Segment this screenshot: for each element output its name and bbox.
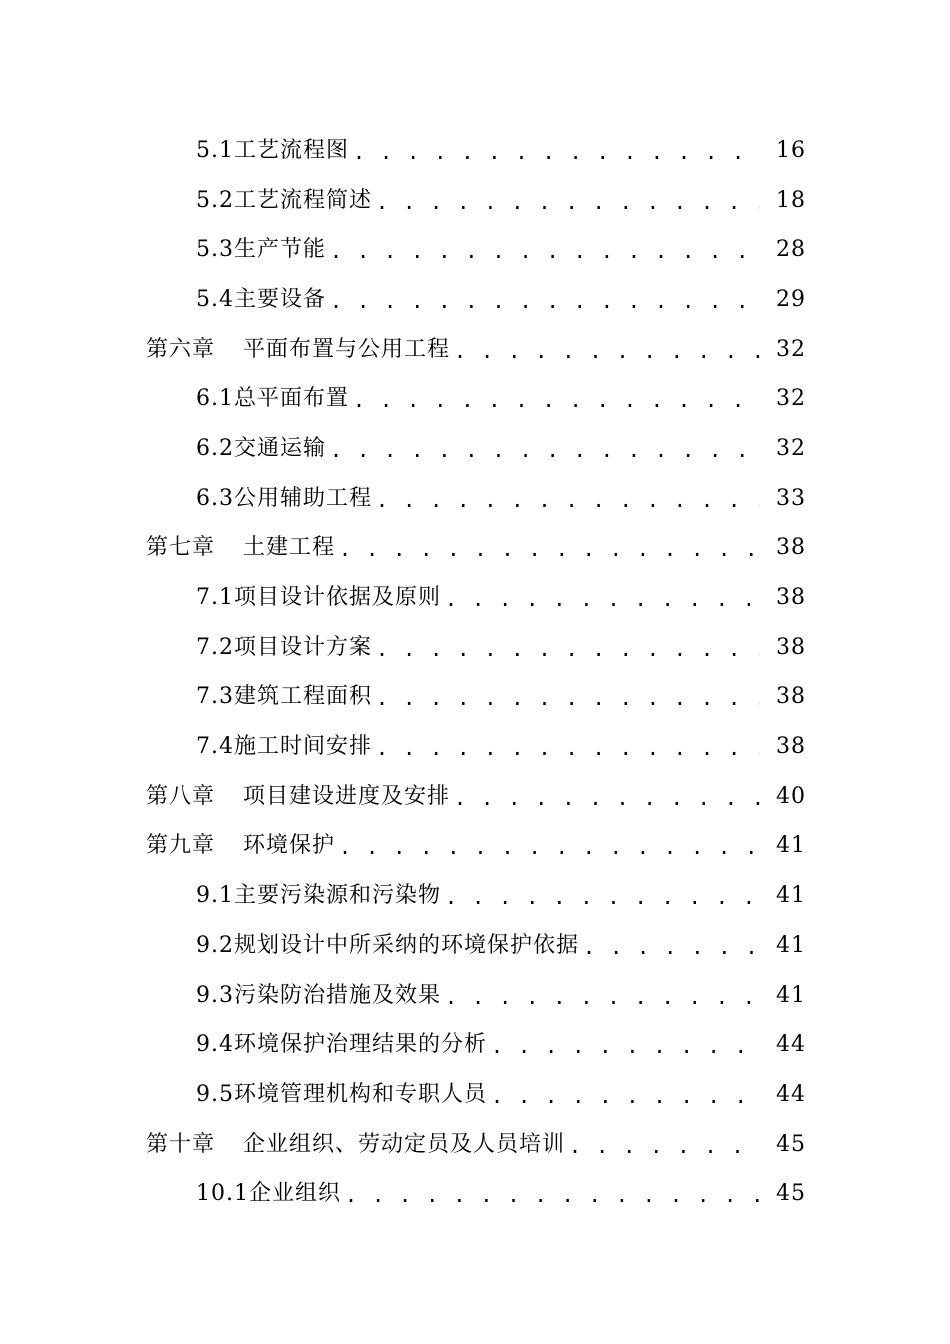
toc-dot-leader [445, 987, 760, 1007]
toc-chapter-number: 第十章 [146, 1131, 216, 1157]
toc-entry-title: 9.5环境管理机构和专职人员 [196, 1081, 487, 1107]
toc-page-number: 41 [776, 883, 806, 909]
toc-dot-leader [345, 1185, 760, 1205]
toc-dot-leader [569, 1136, 760, 1156]
toc-chapter-number: 第八章 [146, 783, 216, 809]
toc-entry[interactable] [0, 871, 950, 921]
toc-chapter-title: 企业组织、劳动定员及人员培训 [243, 1131, 566, 1157]
toc-entry[interactable] [0, 474, 950, 524]
toc-entry[interactable] [0, 424, 950, 474]
toc-chapter-number: 第七章 [146, 535, 216, 561]
toc-chapter-title: 环境保护 [243, 833, 336, 859]
toc-page-number: 38 [776, 684, 806, 710]
toc-entry-title: 9.1主要污染源和污染物 [196, 883, 441, 909]
toc-dot-leader [353, 390, 760, 410]
toc-chapter-entry[interactable] [0, 772, 950, 822]
toc-page-number: 41 [776, 982, 806, 1008]
toc-entry-title: 6.3公用辅助工程 [196, 485, 372, 511]
toc-dot-leader [445, 887, 760, 907]
toc-page-number: 28 [776, 237, 806, 263]
toc-dot-leader [454, 341, 760, 361]
toc-entry-title [146, 783, 451, 809]
toc-page-number: 45 [776, 1131, 806, 1157]
toc-entry[interactable] [0, 225, 950, 275]
toc-entry[interactable] [0, 1020, 950, 1070]
toc-page-number: 44 [776, 1081, 806, 1107]
toc-dot-leader [339, 837, 760, 857]
toc-entry-title: 7.4施工时间安排 [196, 734, 372, 760]
toc-entry-title: 9.2规划设计中所采纳的环境保护依据 [196, 932, 579, 958]
toc-page-number: 33 [776, 485, 806, 511]
toc-entry[interactable] [0, 722, 950, 772]
table-of-contents [0, 126, 950, 1219]
toc-page-number: 16 [776, 137, 806, 163]
toc-entry-title: 7.3建筑工程面积 [196, 684, 372, 710]
toc-page-number: 38 [776, 535, 806, 561]
toc-page-number: 32 [776, 435, 806, 461]
toc-entry[interactable] [0, 374, 950, 424]
toc-dot-leader [445, 589, 760, 609]
toc-entry[interactable] [0, 275, 950, 325]
toc-dot-leader [376, 490, 760, 510]
toc-dot-leader [491, 1036, 760, 1056]
toc-chapter-entry[interactable] [0, 822, 950, 872]
toc-entry-title [146, 835, 335, 857]
toc-chapter-title: 项目建设进度及安排 [243, 783, 451, 809]
toc-chapter-title: 土建工程 [243, 535, 336, 561]
toc-entry-title: 5.4主要设备 [196, 286, 326, 312]
toc-entry-title: 9.3污染防治措施及效果 [196, 982, 441, 1008]
toc-entry[interactable] [0, 971, 950, 1021]
toc-dot-leader [376, 688, 760, 708]
toc-page-number: 29 [776, 286, 806, 312]
toc-dot-leader [454, 788, 760, 808]
toc-page-number: 41 [776, 833, 806, 859]
toc-entry[interactable] [0, 673, 950, 723]
toc-entry-title: 10.1企业组织 [196, 1181, 341, 1207]
toc-page-number: 18 [776, 187, 806, 213]
toc-entry[interactable] [0, 921, 950, 971]
toc-dot-leader [583, 937, 760, 957]
toc-page-number: 45 [776, 1181, 806, 1207]
toc-entry-title [146, 1131, 566, 1157]
toc-chapter-entry[interactable] [0, 524, 950, 574]
toc-entry[interactable] [0, 623, 950, 673]
toc-page-number: 38 [776, 585, 806, 611]
toc-entry-title: 7.2项目设计方案 [196, 634, 372, 660]
toc-entry-title [146, 336, 451, 362]
toc-chapter-entry[interactable] [0, 325, 950, 375]
toc-dot-leader [376, 738, 760, 758]
toc-entry[interactable] [0, 573, 950, 623]
toc-entry[interactable] [0, 1070, 950, 1120]
toc-dot-leader [376, 639, 760, 659]
toc-entry-title: 5.2工艺流程简述 [196, 187, 372, 213]
toc-dot-leader [330, 291, 760, 311]
toc-page-number: 41 [776, 932, 806, 958]
toc-page-number: 32 [776, 386, 806, 412]
toc-entry-title: 6.2交通运输 [196, 435, 326, 461]
toc-page-number: 38 [776, 634, 806, 660]
toc-chapter-entry[interactable] [0, 1120, 950, 1170]
toc-chapter-title: 平面布置与公用工程 [243, 336, 451, 362]
toc-entry-title: 6.1总平面布置 [196, 386, 349, 412]
toc-page-number: 40 [776, 783, 806, 809]
toc-entry-title: 5.3生产节能 [196, 237, 326, 263]
toc-entry[interactable] [0, 126, 950, 176]
toc-chapter-number: 第六章 [146, 336, 216, 362]
toc-page-number: 32 [776, 336, 806, 362]
toc-entry-title: 5.1工艺流程图 [196, 137, 349, 163]
toc-dot-leader [339, 539, 760, 559]
toc-entry-title [146, 537, 335, 559]
toc-entry-title: 7.1项目设计依据及原则 [196, 585, 441, 611]
toc-dot-leader [353, 142, 760, 162]
toc-chapter-number: 第九章 [146, 833, 216, 859]
toc-dot-leader [330, 241, 760, 261]
toc-page-number: 38 [776, 734, 806, 760]
toc-dot-leader [376, 192, 760, 212]
toc-entry-title: 9.4环境保护治理结果的分析 [196, 1032, 487, 1058]
toc-page-number: 44 [776, 1032, 806, 1058]
toc-entry[interactable] [0, 1169, 950, 1219]
toc-entry[interactable] [0, 176, 950, 226]
toc-dot-leader [491, 1086, 760, 1106]
toc-dot-leader [330, 440, 760, 460]
